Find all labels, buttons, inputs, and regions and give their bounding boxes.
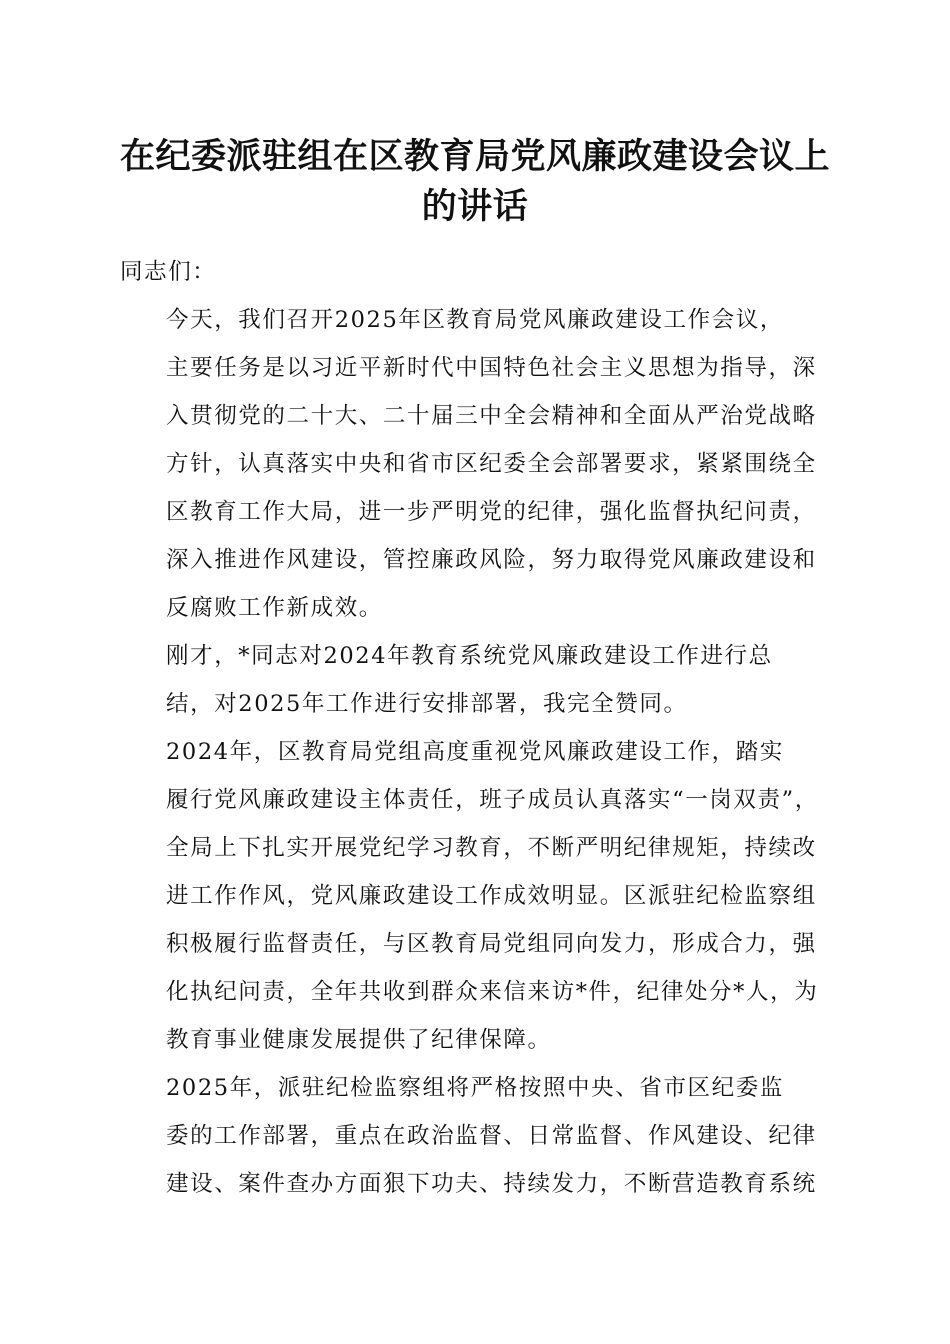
salutation: [120, 248, 832, 296]
paragraph-3: [120, 728, 832, 1064]
text-line: 积极履行监督责任，与区教育局党组同向发力，形成合力，强: [166, 931, 817, 957]
paragraph-2: [120, 632, 832, 728]
text-line: 今天，我们召开2025年区教育局党风廉政建设工作会议，: [166, 307, 784, 333]
text-line: 区教育工作大局，进一步严明党的纪律，强化监督执纪问责，: [166, 499, 817, 525]
paragraph-1: [120, 296, 832, 632]
document-title-line-2: 的讲话: [421, 186, 529, 227]
text-line: 2024年，区教育局党组高度重视党风廉政建设工作，踏实: [166, 739, 784, 765]
text-line: 2025年，派驻纪检监察组将严格按照中央、省市区纪委监: [166, 1075, 784, 1101]
text-line: 同志们：: [120, 259, 217, 285]
document-body: [120, 248, 832, 1208]
text-line: 反腐败工作新成效。: [166, 595, 383, 621]
text-line: 进工作作风，党风廉政建设工作成效明显。区派驻纪检监察组: [166, 883, 817, 909]
paragraph-4: [120, 1064, 832, 1208]
text-line: 深入推进作风建设，管控廉政风险，努力取得党风廉政建设和: [166, 547, 817, 573]
text-line: 全局上下扎实开展党纪学习教育，不断严明纪律规矩，持续改: [166, 835, 817, 861]
text-line: 履行党风廉政建设主体责任，班子成员认真落实“一岗双责”，: [166, 787, 819, 813]
text-line: 主要任务是以习近平新时代中国特色社会主义思想为指导，深: [166, 355, 817, 381]
document-title-line-1: 在纪委派驻组在区教育局党风廉政建设会议上: [119, 136, 830, 177]
text-line: 入贯彻党的二十大、二十届三中全会精神和全面从严治党战略: [166, 403, 817, 429]
text-line: 化执纪问责，全年共收到群众来信来访*件，纪律处分*人，为: [166, 979, 819, 1005]
text-line: 委的工作部署，重点在政治监督、日常监督、作风建设、纪律: [166, 1123, 817, 1149]
text-line: 教育事业健康发展提供了纪律保障。: [166, 1027, 552, 1053]
text-line: 方针，认真落实中央和省市区纪委全会部署要求，紧紧围绕全: [166, 451, 817, 477]
text-line: 刚才，*同志对2024年教育系统党风廉政建设工作进行总: [166, 643, 773, 669]
text-line: 结，对2025年工作进行安排部署，我完全赞同。: [166, 691, 688, 717]
text-line: 建设、案件查办方面狠下功夫、持续发力，不断营造教育系统: [166, 1171, 817, 1197]
